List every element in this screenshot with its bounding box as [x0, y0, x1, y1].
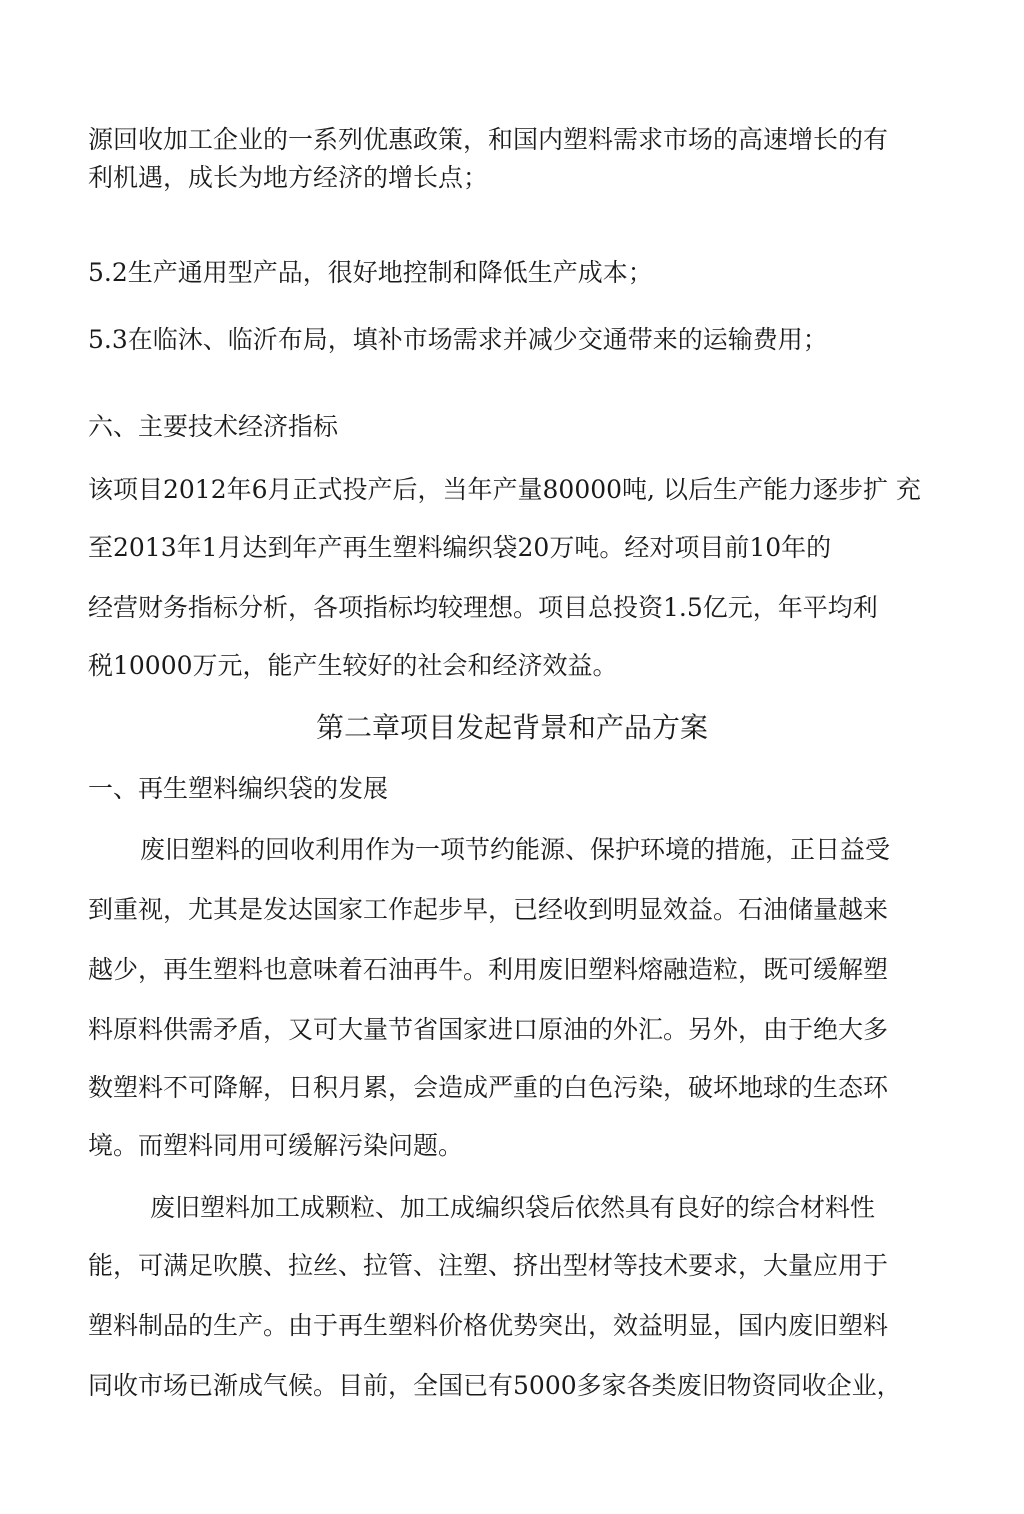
paragraph-line: 同收市场已渐成气候。目前，全国已有5000多家各类废旧物资同收企业， — [88, 1371, 902, 1400]
chapter-title: 第二章项目发起背景和产品方案 — [315, 711, 708, 744]
list-item-5-2: 5.2生产通用型产品，很好地控制和降低生产成本； — [88, 258, 653, 287]
paragraph-line: 越少，再生塑料也意味着石油再牛。利用废旧塑料熔融造粒，既可缓解塑 — [88, 955, 889, 984]
paragraph-line: 源回收加工企业的一系列优惠政策，和国内塑料需求市场的高速增长的有 — [88, 125, 889, 154]
paragraph-line: 利机遇，成长为地方经济的增长点； — [88, 163, 489, 192]
paragraph-line: 经营财务指标分析，各项指标均较理想。项目总投资1.5亿元，年平均利 — [88, 593, 878, 622]
paragraph-line: 数塑料不可降解，日积月累，会造成严重的白色污染，破坏地球的生态环 — [88, 1073, 889, 1102]
paragraph-line: 能，可满足吹膜、拉丝、拉管、注塑、挤出型材等技术要求，大量应用于 — [88, 1251, 889, 1280]
section-heading: 一、再生塑料编织袋的发展 — [88, 774, 389, 803]
paragraph-line: 废旧塑料加工成颗粒、加工成编织袋后依然具有良好的综合材料性 — [150, 1193, 876, 1222]
paragraph-line: 境。而塑料同用可缓解污染问题。 — [88, 1131, 464, 1160]
section-heading: 六、主要技术经济指标 — [88, 412, 339, 441]
paragraph-line: 塑料制品的生产。由于再生塑料价格优势突出，效益明显，国内废旧塑料 — [88, 1311, 889, 1340]
paragraph-line: 料原料供需矛盾，又可大量节省国家进口原油的外汇。另外，由于绝大多 — [88, 1015, 889, 1044]
paragraph-line: 该项目2012年6月正式投产后，当年产量80000吨, 以后生产能力逐步扩 充 — [88, 475, 921, 504]
paragraph-line: 税10000万元，能产生较好的社会和经济效益。 — [88, 651, 618, 680]
list-item-5-3: 5.3在临沐、临沂布局，填补市场需求并减少交通带来的运输费用； — [88, 325, 828, 354]
paragraph-line: 至2013年1月达到年产再生塑料编织袋20万吨。经对项目前10年的 — [88, 533, 832, 562]
paragraph-line: 到重视，尤其是发达国家工作起步早，已经收到明显效益。石油储量越来 — [88, 895, 889, 924]
paragraph-line: 废旧塑料的回收利用作为一项节约能源、保护环境的措施，正日益受 — [140, 835, 891, 864]
